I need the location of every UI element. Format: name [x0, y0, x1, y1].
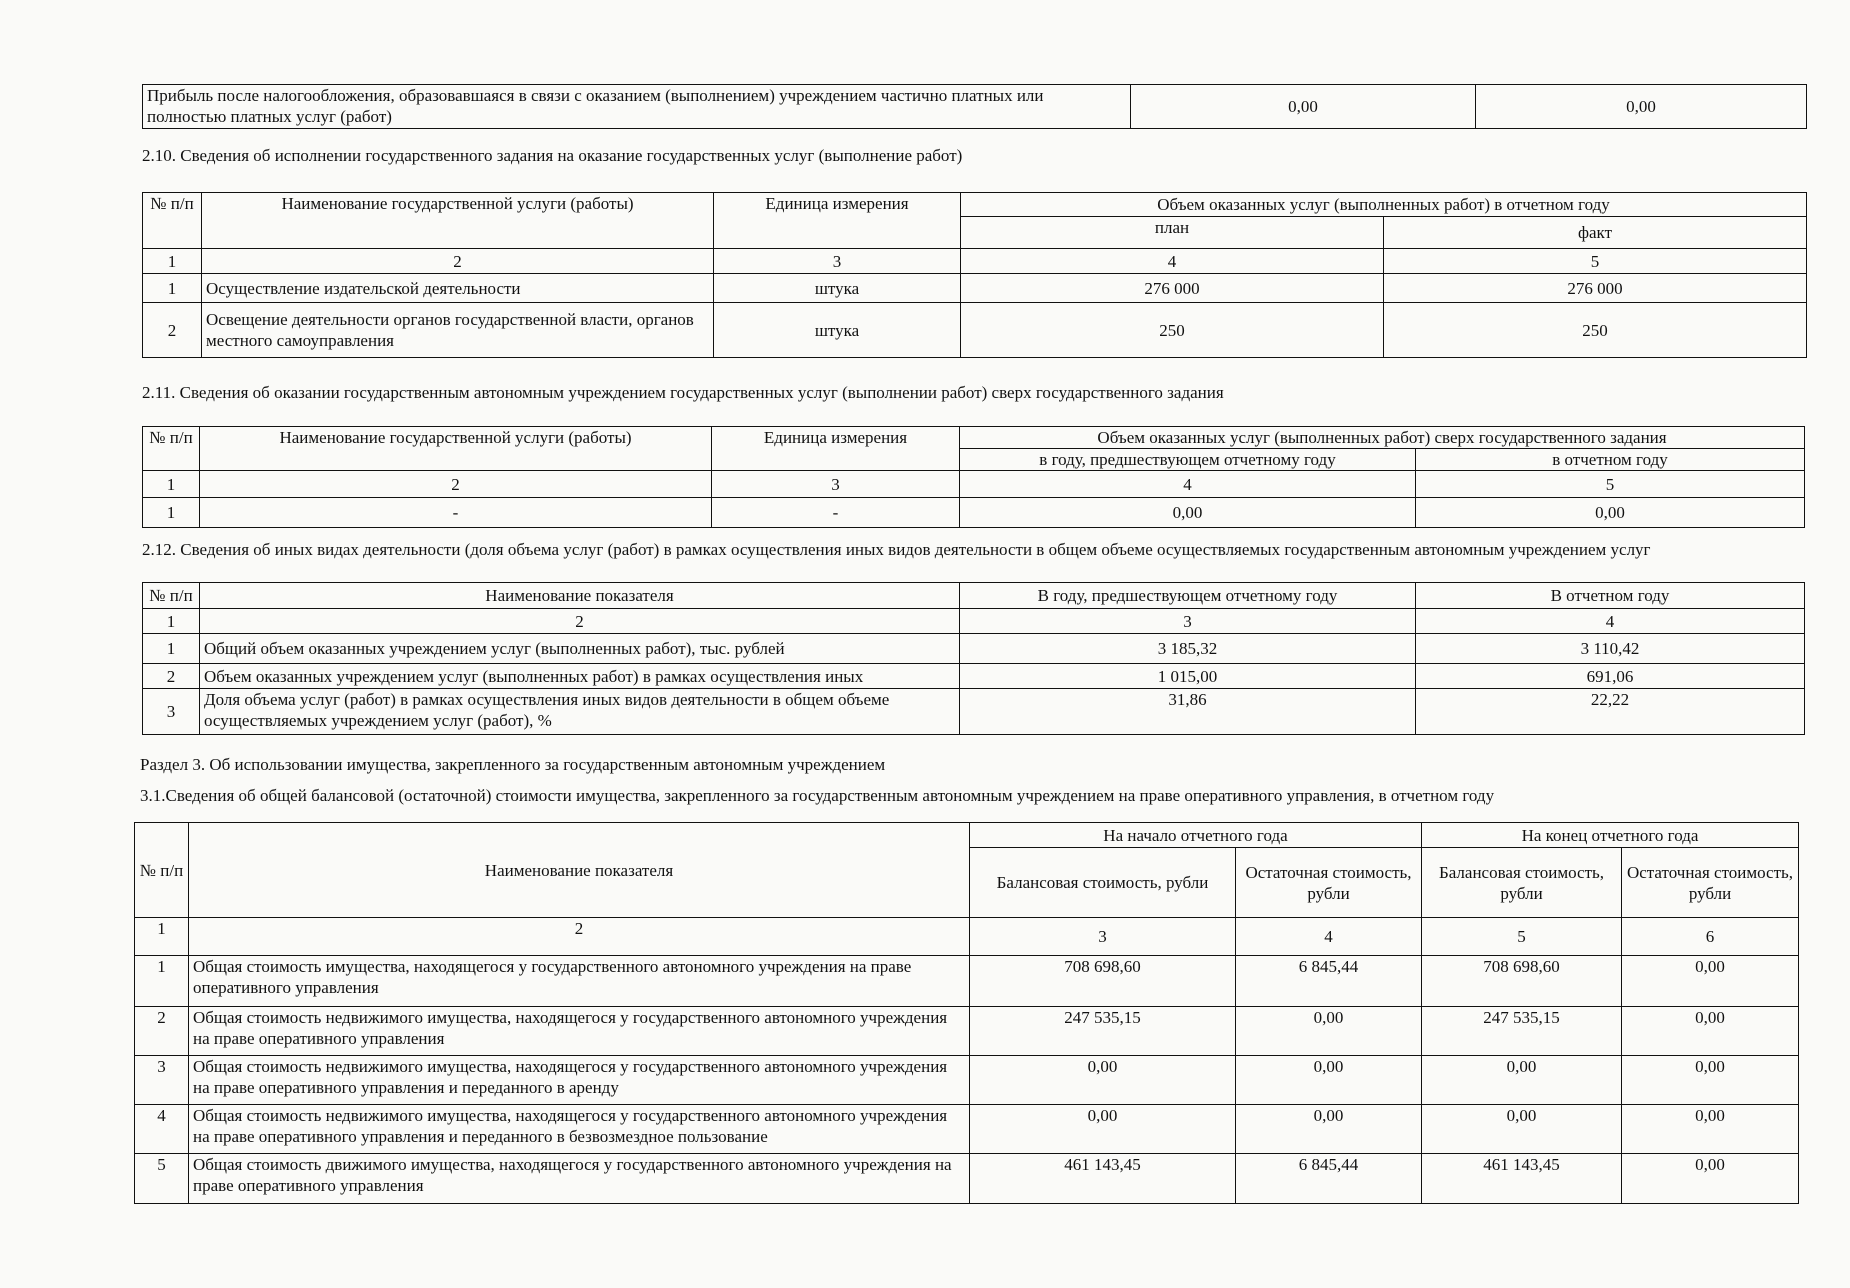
colnum-cell: 3	[714, 249, 961, 274]
row-unit: -	[712, 498, 960, 528]
section-3-title: Раздел 3. Об использовании имущества, закрепленного за государственным автономным учреждением	[140, 755, 886, 774]
col-name-header: Наименование показателя	[200, 583, 960, 609]
colnum-cell: 4	[960, 471, 1416, 498]
table-2-10	[142, 192, 1807, 358]
table-row	[143, 274, 1807, 303]
row-name: Освещение деятельности органов государственной власти, органов местного самоуправления	[202, 303, 714, 358]
row-name: Доля объема услуг (работ) в рамках осуществления иных видов деятельности в общем объеме осуществляемых учреждением услуг (работ), %	[200, 689, 960, 735]
col-name-header: Наименование государственной услуги (работы)	[202, 193, 714, 249]
row-fact: 276 000	[1384, 274, 1807, 303]
row-value: 0,00	[1622, 956, 1799, 1007]
table-2-11	[142, 426, 1805, 528]
row-cur: 3 110,42	[1416, 634, 1805, 664]
table-3-1	[134, 822, 1799, 1204]
col-end-header: На конец отчетного года	[1422, 823, 1799, 848]
colnum-cell: 2	[202, 249, 714, 274]
row-prev: 1 015,00	[960, 664, 1416, 689]
table-row	[135, 1105, 1799, 1154]
col-num-header: № п/п	[143, 583, 200, 609]
section-2-10-title: 2.10. Сведения об исполнении государственного задания на оказание государственных услуг (выполнение работ)	[142, 146, 963, 165]
colnum-cell: 2	[189, 918, 970, 956]
col-cur-header: в отчетном году	[1416, 449, 1805, 471]
table-row	[143, 498, 1805, 528]
row-cur: 0,00	[1416, 498, 1805, 528]
col-bal-start-header: Балансовая стоимость, рубли	[970, 848, 1236, 918]
col-volume-header: Объем оказанных услуг (выполненных работ) сверх государственного задания	[960, 427, 1805, 449]
row-value: 0,00	[1622, 1007, 1799, 1056]
row-name: Общая стоимость недвижимого имущества, находящегося у государственного автономного учреждения на праве оперативного управления	[189, 1007, 970, 1056]
row-value: 0,00	[1422, 1056, 1622, 1105]
table-2-12	[142, 582, 1805, 735]
col-res-end-header: Остаточная стоимость, рубли	[1622, 848, 1799, 918]
section-2-12-title: 2.12. Сведения об иных видах деятельности (доля объема услуг (работ) в рамках осуществления иных видов деятельности в общем объеме осуществляемых государственным автономным учреждением услуг	[142, 540, 1651, 559]
row-name: Объем оказанных учреждением услуг (выполненных работ) в рамках осуществления иных	[200, 664, 960, 689]
row-plan: 276 000	[961, 274, 1384, 303]
row-value: 6 845,44	[1236, 956, 1422, 1007]
row-unit: штука	[714, 274, 961, 303]
col-unit-header: Единица измерения	[714, 193, 961, 249]
col-bal-end-header: Балансовая стоимость, рубли	[1422, 848, 1622, 918]
row-num: 1	[135, 956, 189, 1007]
section-2-11-title: 2.11. Сведения об оказании государственным автономным учреждением государственных услуг (выполнении работ) сверх государственного задания	[142, 383, 1224, 402]
row-name: Общий объем оказанных учреждением услуг (выполненных работ), тыс. рублей	[200, 634, 960, 664]
row-name: Общая стоимость имущества, находящегося у государственного автономного учреждения на праве оперативного управления	[189, 956, 970, 1007]
row-value: 6 845,44	[1236, 1154, 1422, 1204]
col-unit-header: Единица измерения	[712, 427, 960, 471]
row-num: 5	[135, 1154, 189, 1204]
row-name: Осуществление издательской деятельности	[202, 274, 714, 303]
col-prev-header: В году, предшествующем отчетному году	[960, 583, 1416, 609]
colnum-cell: 5	[1416, 471, 1805, 498]
row-name: Общая стоимость недвижимого имущества, находящегося у государственного автономного учреждения на праве оперативного управления и переданного в безвозмездное пользование	[189, 1105, 970, 1154]
row-value: 0,00	[1622, 1105, 1799, 1154]
row-value: 708 698,60	[1422, 956, 1622, 1007]
colnum-cell: 4	[1236, 918, 1422, 956]
row-value: 0,00	[1236, 1105, 1422, 1154]
row-fact: 250	[1384, 303, 1807, 358]
row-value: 0,00	[1622, 1056, 1799, 1105]
row-plan: 250	[961, 303, 1384, 358]
row-num: 2	[143, 303, 202, 358]
col-fact-header: факт	[1384, 217, 1807, 249]
row-value: 0,00	[1236, 1007, 1422, 1056]
col-num-header: № п/п	[143, 193, 202, 249]
col-res-start-header: Остаточная стоимость, рубли	[1236, 848, 1422, 918]
row-num: 1	[143, 498, 200, 528]
colnum-cell: 5	[1422, 918, 1622, 956]
colnum-cell: 4	[961, 249, 1384, 274]
colnum-cell: 5	[1384, 249, 1807, 274]
colnum-cell: 2	[200, 609, 960, 634]
colnum-cell: 1	[143, 609, 200, 634]
row-value: 0,00	[970, 1105, 1236, 1154]
colnum-cell: 1	[135, 918, 189, 956]
col-plan-header: план	[961, 217, 1384, 249]
colnum-cell: 2	[200, 471, 712, 498]
profit-table	[142, 84, 1807, 129]
row-value: 0,00	[1236, 1056, 1422, 1105]
row-unit: штука	[714, 303, 961, 358]
section-3-1-title: 3.1.Сведения об общей балансовой (остаточной) стоимости имущества, закрепленного за государственным автономным учреждением на праве оперативного управления, в отчетном году	[140, 786, 1495, 805]
row-value: 0,00	[1622, 1154, 1799, 1204]
col-start-header: На начало отчетного года	[970, 823, 1422, 848]
row-num: 4	[135, 1105, 189, 1154]
colnum-cell: 6	[1622, 918, 1799, 956]
row-name: -	[200, 498, 712, 528]
table-row	[135, 1056, 1799, 1105]
col-name-header: Наименование показателя	[189, 823, 970, 918]
table-row	[143, 689, 1805, 735]
col-num-header: № п/п	[135, 823, 189, 918]
row-name: Общая стоимость недвижимого имущества, находящегося у государственного автономного учреждения на праве оперативного управления и переданного в аренду	[189, 1056, 970, 1105]
row-num: 3	[135, 1056, 189, 1105]
table-row	[135, 1007, 1799, 1056]
col-name-header: Наименование государственной услуги (работы)	[200, 427, 712, 471]
col-cur-header: В отчетном году	[1416, 583, 1805, 609]
colnum-cell: 4	[1416, 609, 1805, 634]
col-volume-header: Объем оказанных услуг (выполненных работ) в отчетном году	[961, 193, 1807, 217]
row-value: 461 143,45	[1422, 1154, 1622, 1204]
row-num: 3	[143, 689, 200, 735]
colnum-cell: 3	[970, 918, 1236, 956]
row-value: 247 535,15	[970, 1007, 1236, 1056]
row-value: 247 535,15	[1422, 1007, 1622, 1056]
colnum-cell: 1	[143, 471, 200, 498]
row-name: Общая стоимость движимого имущества, находящегося у государственного автономного учреждения на праве оперативного управления	[189, 1154, 970, 1204]
row-num: 1	[143, 274, 202, 303]
row-num: 1	[143, 634, 200, 664]
profit-label: Прибыль после налогообложения, образовавшаяся в связи с оказанием (выполнением) учреждением частично платных или полностью платных услуг (работ)	[143, 85, 1131, 129]
row-value: 461 143,45	[970, 1154, 1236, 1204]
table-row	[135, 956, 1799, 1007]
table-row	[143, 303, 1807, 358]
row-num: 2	[143, 664, 200, 689]
colnum-cell: 3	[712, 471, 960, 498]
row-value: 0,00	[1422, 1105, 1622, 1154]
profit-value-2: 0,00	[1476, 85, 1807, 129]
col-prev-header: в году, предшествующем отчетному году	[960, 449, 1416, 471]
table-row	[143, 664, 1805, 689]
row-prev: 3 185,32	[960, 634, 1416, 664]
row-num: 2	[135, 1007, 189, 1056]
colnum-cell: 1	[143, 249, 202, 274]
row-cur: 22,22	[1416, 689, 1805, 735]
col-num-header: № п/п	[143, 427, 200, 471]
row-prev: 31,86	[960, 689, 1416, 735]
table-row	[143, 634, 1805, 664]
row-value: 0,00	[970, 1056, 1236, 1105]
row-cur: 691,06	[1416, 664, 1805, 689]
row-value: 708 698,60	[970, 956, 1236, 1007]
colnum-cell: 3	[960, 609, 1416, 634]
table-row	[135, 1154, 1799, 1204]
profit-value-1: 0,00	[1131, 85, 1476, 129]
row-prev: 0,00	[960, 498, 1416, 528]
